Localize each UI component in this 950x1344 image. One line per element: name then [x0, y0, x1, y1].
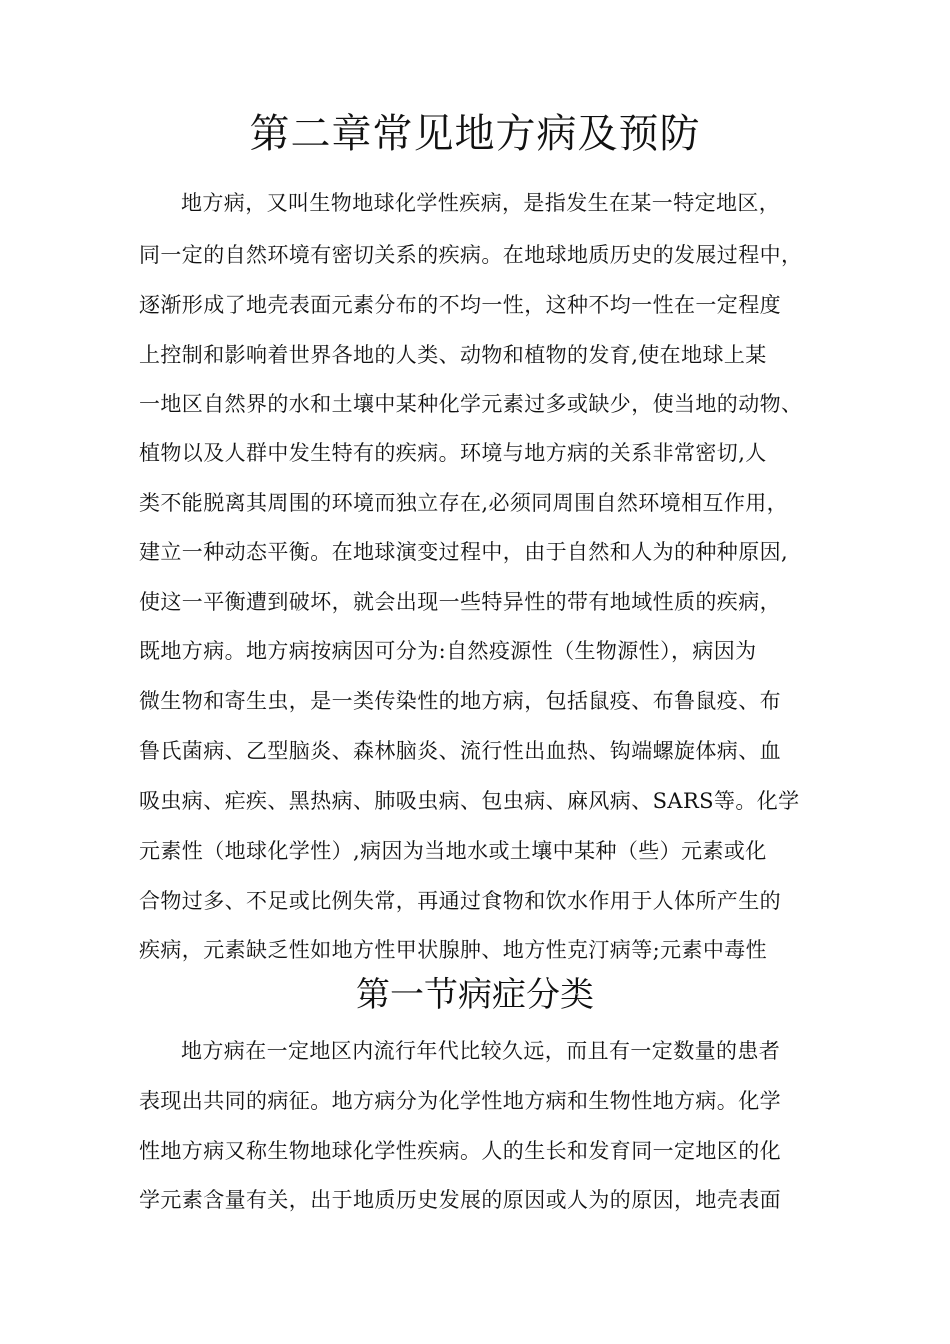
- paragraph-line: 疾病，元素缺乏性如地方性甲状腺肿、地方性克汀病等;元素中毒性: [139, 938, 768, 962]
- paragraph-line: 合物过多、不足或比例失常，再通过食物和饮水作用于人体所产生的: [139, 889, 781, 913]
- paragraph-line: 鲁氏菌病、乙型脑炎、森林脑炎、流行性出血热、钩端螺旋体病、血: [139, 739, 781, 763]
- paragraph-line: 表现出共同的病征。地方病分为化学性地方病和生物性地方病。化学: [139, 1089, 781, 1113]
- paragraph-line: 类不能脱离其周围的环境而独立存在,必须同周围自然环境相互作用，: [139, 491, 789, 515]
- paragraph-line: 吸虫病、疟疾、黑热病、肺吸虫病、包虫病、麻风病、SARS等。化学: [139, 789, 800, 813]
- paragraph-line: 使这一平衡遭到破坏，就会出现一些特异性的带有地域性质的疾病，: [139, 590, 781, 614]
- paragraph-line: 上控制和影响着世界各地的人类、动物和植物的发育,使在地球上某: [139, 343, 767, 367]
- paragraph-line: 微生物和寄生虫，是一类传染性的地方病，包括鼠疫、布鲁鼠疫、布: [139, 689, 781, 713]
- section-title: 第一节病症分类: [356, 975, 594, 1015]
- paragraph-line: 同一定的自然环境有密切关系的疾病。在地球地质历史的发展过程中，: [139, 243, 803, 267]
- paragraph-line: 地方病，又叫生物地球化学性疾病，是指发生在某一特定地区，: [181, 191, 781, 215]
- paragraph-line: 植物以及人群中发生特有的疾病。环境与地方病的关系非常密切,人: [139, 441, 767, 465]
- chapter-title: 第二章常见地方病及预防: [249, 111, 701, 157]
- paragraph-line: 一地区自然界的水和土壤中某种化学元素过多或缺少，使当地的动物、: [139, 392, 803, 416]
- paragraph-line: 建立一种动态平衡。在地球演变过程中，由于自然和人为的种种原因,: [139, 540, 789, 564]
- paragraph-line: 地方病在一定地区内流行年代比较久远，而且有一定数量的患者: [181, 1039, 781, 1063]
- paragraph-line: 学元素含量有关，出于地质历史发展的原因或人为的原因，地壳表面: [139, 1188, 781, 1212]
- paragraph-line: 元素性（地球化学性）,病因为当地水或土壤中某种（些）元素或化: [139, 839, 767, 863]
- paragraph-line: 既地方病。地方病按病因可分为:自然疫源性（生物源性），病因为: [139, 639, 757, 663]
- paragraph-line: 性地方病又称生物地球化学性疾病。人的生长和发育同一定地区的化: [139, 1139, 781, 1163]
- paragraph-line: 逐渐形成了地壳表面元素分布的不均一性，这种不均一性在一定程度: [139, 293, 781, 317]
